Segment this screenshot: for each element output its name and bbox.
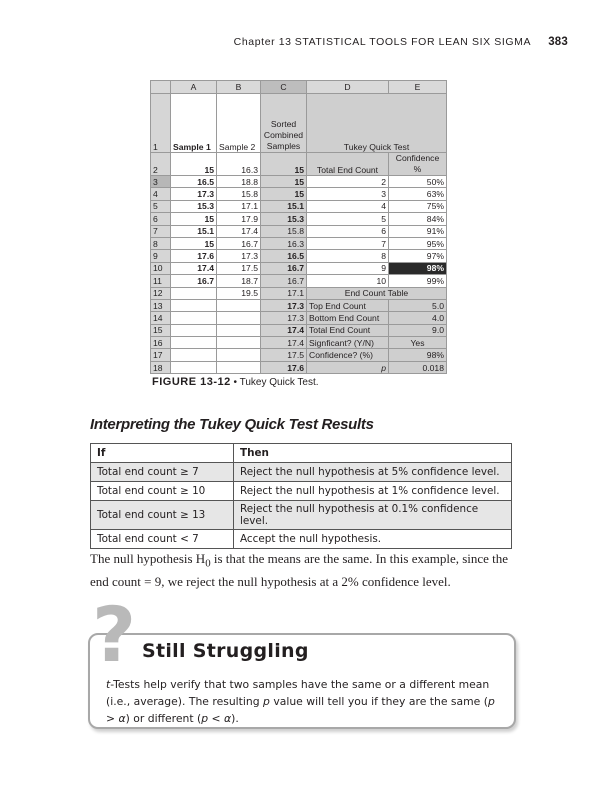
row-number: 18 xyxy=(151,361,171,373)
still-struggling-title: Still Struggling xyxy=(142,640,309,662)
cell: 50% xyxy=(389,176,447,188)
cell: Total end count ≥ 10 xyxy=(91,482,234,501)
cell: 0.018 xyxy=(389,361,447,373)
cell: 16.3 xyxy=(261,237,307,249)
cell xyxy=(217,312,261,324)
cell: 16.5 xyxy=(261,250,307,262)
cell: 19.5 xyxy=(217,287,261,299)
cell xyxy=(171,337,217,349)
sheet-row xyxy=(151,176,447,188)
cell: Yes xyxy=(389,337,447,349)
row-number: 4 xyxy=(151,188,171,200)
row-number: 1 xyxy=(151,94,171,153)
sheet-row xyxy=(151,324,447,336)
question-mark-icon: ? xyxy=(92,590,137,679)
col-header-d: D xyxy=(307,81,389,94)
cell: 16.7 xyxy=(171,275,217,287)
cell: 10 xyxy=(307,275,389,287)
cell: End Count Table xyxy=(307,287,447,299)
cell: 17.3 xyxy=(261,312,307,324)
cell: Confidence? (%) xyxy=(307,349,389,361)
cell: 16.3 xyxy=(217,153,261,176)
cell: Confidence % xyxy=(389,153,447,176)
row-number: 7 xyxy=(151,225,171,237)
sheet-row xyxy=(151,200,447,212)
cell: 15.3 xyxy=(261,213,307,225)
spreadsheet-figure xyxy=(150,80,447,374)
cell: 17.4 xyxy=(261,324,307,336)
cell: 4.0 xyxy=(389,312,447,324)
cell: Sample 2 xyxy=(217,94,261,153)
cell: 15.8 xyxy=(261,225,307,237)
cell: 7 xyxy=(307,237,389,249)
cell: 9 xyxy=(307,262,389,274)
cell: Reject the null hypothesis at 0.1% confidence level. xyxy=(234,501,512,530)
cell: 18.7 xyxy=(217,275,261,287)
cell: 75% xyxy=(389,200,447,212)
cell xyxy=(171,287,217,299)
cell: 17.6 xyxy=(171,250,217,262)
cell: 15.3 xyxy=(171,200,217,212)
still-struggling-text xyxy=(106,676,498,727)
row-number: 13 xyxy=(151,299,171,311)
cell: Sample 1 xyxy=(171,94,217,153)
cell: 15.1 xyxy=(261,200,307,212)
figure-caption-text: • Tukey Quick Test. xyxy=(233,377,319,388)
cell: 91% xyxy=(389,225,447,237)
page-number: 383 xyxy=(548,36,568,48)
row-number: 14 xyxy=(151,312,171,324)
cell: Signficant? (Y/N) xyxy=(307,337,389,349)
cell: 5 xyxy=(307,213,389,225)
cell: Total End Count xyxy=(307,153,389,176)
sheet-row xyxy=(151,237,447,249)
text: ). xyxy=(231,712,239,725)
cell xyxy=(171,349,217,361)
cell: 9.0 xyxy=(389,324,447,336)
cell: Accept the null hypothesis. xyxy=(234,530,512,549)
cell: 15.1 xyxy=(171,225,217,237)
cell: 17.9 xyxy=(217,213,261,225)
row-number: 9 xyxy=(151,250,171,262)
cell: 17.6 xyxy=(261,361,307,373)
cell: 15 xyxy=(171,213,217,225)
sheet-row xyxy=(151,250,447,262)
cell: 95% xyxy=(389,237,447,249)
cell: Total end count ≥ 13 xyxy=(91,501,234,530)
figure-label: FIGURE 13-12 xyxy=(152,376,231,388)
cell: 17.4 xyxy=(171,262,217,274)
sheet-row xyxy=(151,213,447,225)
chapter-title: STATISTICAL TOOLS FOR LEAN SIX SIGMA xyxy=(294,36,532,48)
results-table xyxy=(90,443,512,549)
cell xyxy=(217,299,261,311)
sheet-row xyxy=(151,275,447,287)
cell: 16.5 xyxy=(171,176,217,188)
sheet-row xyxy=(151,153,447,176)
row-number: 12 xyxy=(151,287,171,299)
row-number: 5 xyxy=(151,200,171,212)
cell: 17.4 xyxy=(217,225,261,237)
cell: 15 xyxy=(261,188,307,200)
row-number: 3 xyxy=(151,176,171,188)
table-row xyxy=(91,530,512,549)
chapter-label: Chapter 13 xyxy=(233,36,292,48)
sheet-row xyxy=(151,337,447,349)
cell: Reject the null hypothesis at 5% confidence level. xyxy=(234,463,512,482)
cell xyxy=(171,299,217,311)
text-italic: p < α xyxy=(201,712,232,725)
cell xyxy=(171,361,217,373)
col-header-a: A xyxy=(171,81,217,94)
cell: 17.3 xyxy=(261,299,307,311)
corner-cell xyxy=(151,81,171,94)
row-number: 11 xyxy=(151,275,171,287)
sheet-row xyxy=(151,188,447,200)
table-row xyxy=(91,463,512,482)
cell: Top End Count xyxy=(307,299,389,311)
cell: 17.4 xyxy=(261,337,307,349)
cell: 18.8 xyxy=(217,176,261,188)
row-number: 15 xyxy=(151,324,171,336)
cell: 4 xyxy=(307,200,389,212)
cell: 97% xyxy=(389,250,447,262)
cell: 16.7 xyxy=(261,275,307,287)
cell: p xyxy=(307,361,389,373)
col-header-e: E xyxy=(389,81,447,94)
table-row xyxy=(91,501,512,530)
cell: Total end count ≥ 7 xyxy=(91,463,234,482)
cell: Bottom End Count xyxy=(307,312,389,324)
cell: 17.3 xyxy=(171,188,217,200)
cell-highlighted: 98% xyxy=(389,262,447,274)
cell: Tukey Quick Test xyxy=(307,94,447,153)
cell xyxy=(217,324,261,336)
row-number: 2 xyxy=(151,153,171,176)
text: ) or different ( xyxy=(125,712,202,725)
sheet-row xyxy=(151,299,447,311)
cell xyxy=(217,361,261,373)
text: value will tell you if they are the same ( xyxy=(269,695,488,708)
cell: 84% xyxy=(389,213,447,225)
cell: 15 xyxy=(261,176,307,188)
cell: 5.0 xyxy=(389,299,447,311)
cell: 15 xyxy=(261,153,307,176)
column-header: Then xyxy=(234,444,512,463)
cell: 17.5 xyxy=(217,262,261,274)
sheet-row xyxy=(151,94,447,153)
cell: 17.5 xyxy=(261,349,307,361)
cell xyxy=(171,324,217,336)
sheet-row xyxy=(151,349,447,361)
text-italic: t xyxy=(106,678,111,691)
cell: 15.8 xyxy=(217,188,261,200)
cell: 16.7 xyxy=(217,237,261,249)
cell: 63% xyxy=(389,188,447,200)
column-header-row xyxy=(151,81,447,94)
cell xyxy=(217,337,261,349)
cell: Total End Count xyxy=(307,324,389,336)
cell: 16.7 xyxy=(261,262,307,274)
col-header-c: C xyxy=(261,81,307,94)
sheet-row xyxy=(151,287,447,299)
figure-caption xyxy=(152,376,319,388)
cell: 8 xyxy=(307,250,389,262)
text: -Tests help verify that two samples have the same or a different mean (i.e., average). The resulting xyxy=(106,678,490,708)
column-header: If xyxy=(91,444,234,463)
cell: 3 xyxy=(307,188,389,200)
col-header-b: B xyxy=(217,81,261,94)
table-row xyxy=(91,482,512,501)
cell: 15 xyxy=(171,237,217,249)
row-number: 17 xyxy=(151,349,171,361)
paragraph-text: is that the means are the same. In this example, since the end count = 9, we reject the null hypothesis at a 2% confidence level. xyxy=(90,551,509,589)
cell: 2 xyxy=(307,176,389,188)
cell xyxy=(217,349,261,361)
cell: 6 xyxy=(307,225,389,237)
row-number: 16 xyxy=(151,337,171,349)
paragraph-text: The null hypothesis H xyxy=(90,551,206,566)
cell: 17.1 xyxy=(261,287,307,299)
subscript: 0 xyxy=(205,557,211,570)
cell: Sorted Combined Samples xyxy=(261,94,307,153)
text-italic: p xyxy=(263,695,270,708)
text-italic: p > α xyxy=(106,695,495,725)
section-title: Interpreting the Tukey Quick Test Results xyxy=(90,416,374,433)
body-paragraph xyxy=(90,550,520,591)
sheet-row xyxy=(151,361,447,373)
cell: 15 xyxy=(171,153,217,176)
sheet-row xyxy=(151,262,447,274)
page-header xyxy=(234,36,568,48)
table-header-row xyxy=(91,444,512,463)
cell: Total end count < 7 xyxy=(91,530,234,549)
row-number: 6 xyxy=(151,213,171,225)
sheet-row xyxy=(151,225,447,237)
cell: 98% xyxy=(389,349,447,361)
row-number: 8 xyxy=(151,237,171,249)
cell: 17.3 xyxy=(217,250,261,262)
row-number: 10 xyxy=(151,262,171,274)
cell xyxy=(171,312,217,324)
cell: 17.1 xyxy=(217,200,261,212)
cell: 99% xyxy=(389,275,447,287)
cell: Reject the null hypothesis at 1% confidence level. xyxy=(234,482,512,501)
sheet-row xyxy=(151,312,447,324)
